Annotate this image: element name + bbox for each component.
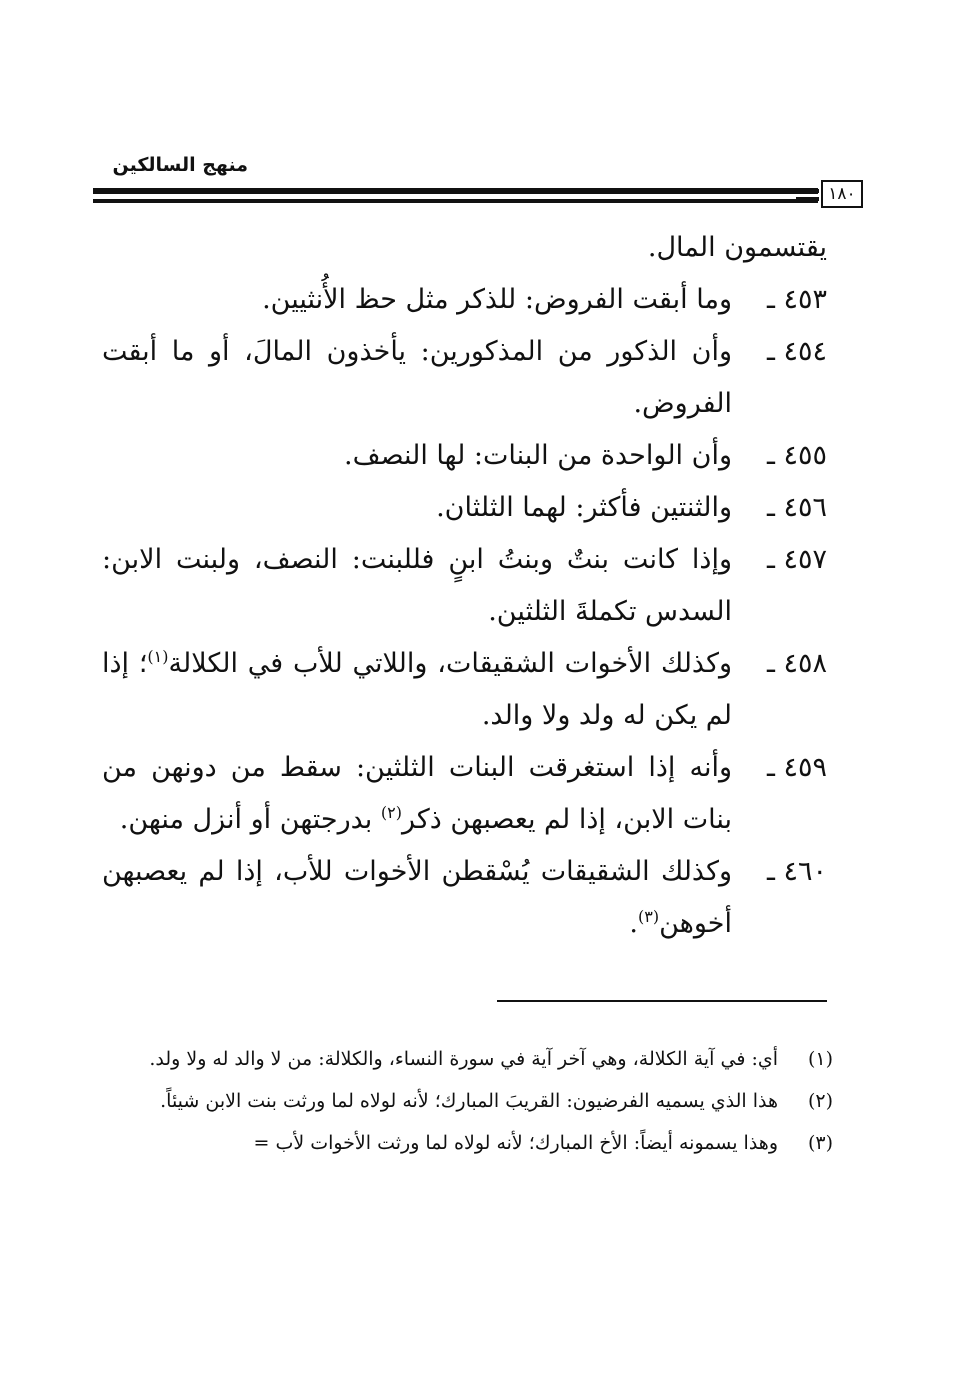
entry-457 [102, 534, 827, 638]
entry-number: ٤٥٧ ـ [766, 544, 827, 575]
footnote-text: وهذا يسمونه أيضاً: الأخ المبارك؛ لأنه لولاه لما ورثت الأخوات لأب = [253, 1132, 778, 1154]
page-number-dash-top [796, 189, 819, 193]
header-rule-top [93, 188, 818, 194]
entry-text-part: وكذلك الشقيقات يُسْقطن الأخوات للأب، إذا لم يعصبهن أخوهن [102, 856, 732, 939]
entry-text-part: ؛ إذا لم يكن له ولد ولا والد. [102, 648, 732, 731]
entry-number: ٤٥٣ ـ [766, 284, 827, 315]
entry-459 [102, 742, 827, 846]
footnote-marker: (١) [807, 1048, 833, 1070]
entry-text: وأن الواحدة من البنات: لها النصف. [344, 440, 732, 471]
footnote-ref-2[interactable]: (٢) [380, 803, 402, 822]
entry-460 [102, 846, 827, 950]
entry-text [102, 846, 732, 950]
entry-text-part: بدرجتهن أو أنزل منهن. [119, 804, 381, 835]
footnote-marker: (٢) [807, 1090, 833, 1112]
footnote-marker: (٣) [807, 1132, 833, 1154]
entry-number: ٤٥٦ ـ [766, 492, 827, 523]
entry-text-part: وكذلك الأخوات الشقيقات، واللاتي للأب في الكلالة [168, 648, 732, 679]
header-rule-bottom [93, 199, 818, 203]
entry-455 [102, 430, 827, 482]
footnote-ref-3[interactable]: (٣) [637, 907, 660, 926]
entry-454 [102, 326, 827, 430]
footnote-ref-1[interactable]: (١) [147, 647, 169, 666]
entry-number: ٤٥٨ ـ [766, 648, 827, 679]
footnote-text: أي: في آية الكلالة، وهي آخر آية في سورة النساء، والكلالة: من لا والد له ولا ولد. [149, 1048, 778, 1070]
footnote-text: هذا الذي يسميه الفرضيون: القريبَ المبارك؛ لأنه لولاه لما ورثت بنت الابن شيئاً. [160, 1090, 778, 1112]
book-title: منهج السالكين [112, 154, 248, 176]
footnote-3 [105, 1124, 833, 1162]
entry-text [102, 638, 732, 742]
footnote-2 [105, 1082, 833, 1120]
entry-text: والثنتين فأكثر: لهما الثلثان. [436, 492, 732, 523]
entry-number: ٤٦٠ ـ [766, 856, 827, 887]
footnotes [105, 1040, 833, 1166]
entry-number: ٤٥٥ ـ [766, 440, 827, 471]
entry-number: ٤٥٤ ـ [766, 336, 827, 367]
footnote-separator [497, 1000, 827, 1002]
continuation-line: يقتسمون المال. [647, 232, 827, 263]
entry-456 [102, 482, 827, 534]
entry-text-part: . [629, 908, 638, 939]
entry-text-part: وأنه إذا استغرقت البنات الثلثين: سقط من دونهن من بنات الابن، إذا لم يعصبهن ذكر [102, 752, 732, 835]
page-number: ١٨٠ [821, 180, 863, 208]
entry-text: وأن الذكور من المذكورين: يأخذون المالَ، أو ما أبقت الفروض. [102, 336, 732, 419]
footnote-1 [105, 1040, 833, 1078]
entry-text: وإذا كانت بنتٌ وبنتُ ابنٍ فللبنت: النصف، ولبنت الابن: السدس تكملةَ الثلثين. [102, 544, 732, 627]
main-text [102, 222, 827, 950]
entry-text [102, 742, 732, 846]
page-number-dash-bottom [796, 197, 819, 201]
entry-458 [102, 638, 827, 742]
entry-number: ٤٥٩ ـ [766, 752, 827, 783]
entry-text: وما أبقت الفروض: للذكر مثل حظ الأُنثيين. [262, 284, 732, 315]
entry-453 [102, 274, 827, 326]
